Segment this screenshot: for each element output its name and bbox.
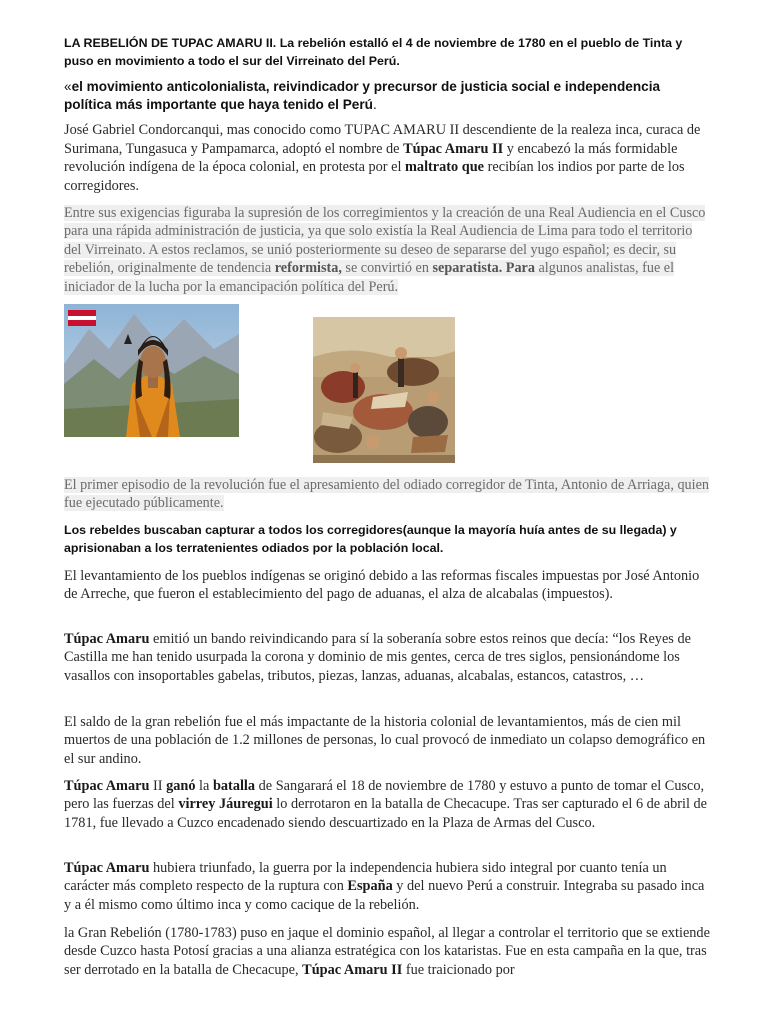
bold-run: reformista, bbox=[274, 260, 342, 277]
tupac-amaru-portrait-image bbox=[64, 304, 239, 437]
bold-run: España bbox=[347, 878, 393, 895]
paragraph-condorcanqui bbox=[64, 121, 710, 195]
text-run: El levantamiento de los pueblos indígenas se originó debido a las reformas fiscales impuestas por José Antonio de Arreche, que fueron el establecimiento del pago de aduanas, el alza de alcabalas (impuestos). bbox=[64, 568, 700, 603]
bold-run: Túpac Amaru II bbox=[302, 961, 403, 978]
heading-text: La rebelión estalló el 4 de noviembre de 1780 en el pueblo de Tinta y puso en movimiento a todo el sur del Virreinato del Perú. bbox=[64, 36, 683, 68]
paragraph-saldo bbox=[64, 713, 710, 768]
bold-run: Túpac Amaru bbox=[64, 860, 150, 876]
bold-run: maltrato que bbox=[405, 159, 485, 175]
text-run: fue traicionado por bbox=[402, 961, 515, 978]
paragraph-sangarara bbox=[64, 777, 710, 832]
bold-run: Túpac Amaru bbox=[64, 778, 150, 794]
bold-run: separatista. Para bbox=[432, 260, 535, 277]
text-run: José Gabriel Condorcanqui, mas conocido como TUPAC AMARU II descendiente de la realeza inca, curaca de Surimana, Tungasuca y Pampamarca, adoptó el nombre de bbox=[64, 122, 701, 157]
text-run: se convirtió en bbox=[341, 260, 433, 277]
text-run: El primer episodio de la revolución fue el apresamiento del odiado corregidor de Tinta, Antonio de Arriaga, quien fue ejecutado públicamente. bbox=[64, 477, 709, 512]
paragraph-bando bbox=[64, 630, 710, 685]
text-run: la bbox=[195, 778, 213, 794]
text-run: lo derrotaron en la batalla de Checacupe. Tras ser capturado el 6 de abril de 1781, fue llevado a Cuzco encadenado siendo descuartizado en la Plaza de Armas del Cusco. bbox=[64, 796, 707, 831]
quote-end: . bbox=[372, 97, 377, 112]
text-run: y encabezó la más formidable revolución indígena de la época colonial, en protesta por el bbox=[64, 140, 678, 175]
bold-run: Túpac Amaru II bbox=[403, 140, 504, 157]
paragraph-independencia bbox=[64, 859, 710, 914]
text-run: Entre sus exigencias figuraba la supresión de los corregimientos y la creación de una Real Audiencia en el Cusco para una rápida administración de justicia, ya que solo existía la Real Audiencia de Lima para todo el territorio del Virreinato. A estos reclamos, se unió posteriormente su deseo de separarse del yugo español; es decir, su rebelión, originalmente de tendencia bbox=[64, 205, 706, 277]
paragraph-exigencias bbox=[64, 204, 710, 296]
paragraph-gran-rebelion bbox=[64, 924, 710, 979]
bold-run: batalla bbox=[212, 778, 256, 794]
text-run: y del nuevo Perú a construir. Integraba su pasado inca y a él mismo como último inca y como cacique de la rebelión. bbox=[64, 878, 705, 913]
text-run: El saldo de la gran rebelión fue el más impactante de la historia colonial de levantamientos, más de cien mil muertos de una población de 1.2 millones de personas, lo cual provocó de inmediato un colapso demográfico en el sur andino. bbox=[64, 714, 706, 767]
bold-run: Túpac Amaru bbox=[64, 631, 150, 647]
text-run: algunos analistas, fue el iniciador de la lucha por la emancipación política del Perú. bbox=[64, 260, 675, 295]
heading-title: LA REBELIÓN DE TUPAC AMARU II. bbox=[64, 36, 277, 50]
quote-paragraph bbox=[64, 78, 710, 114]
rebellion-painting-image bbox=[313, 317, 455, 463]
paragraph-levantamiento bbox=[64, 567, 710, 604]
text-run: recibían los indios por parte de los corregidores. bbox=[64, 159, 685, 194]
text-run: emitió un bando reivindicando para sí la soberanía sobre estos reinos que decía: “los Reyes de Castilla me han tenido usurpada la corona y dominio de mis gentes, cerca de tres siglos, pensionándome los vasallos con insoportables gabelas, tributos, piezas, lanzas, aduanas, alcabalas, estancos, catastros, … bbox=[64, 631, 691, 684]
text-run: Los rebeldes buscaban capturar a todos los corregidores(aunque la mayoría huía antes de su llegada) y aprisionaban a los terratenientes odiados por la población local. bbox=[64, 523, 677, 555]
text-run: la Gran Rebelión (1780-1783) puso en jaque el dominio español, al llegar a controlar el territorio que se extiende desde Cuzco hasta Potosí gracias a una alianza estratégica con los kataristas. Fue en esta campaña en la que, tras ser derrotado en la batalla de Checacupe, bbox=[64, 925, 710, 978]
paragraph-rebeldes bbox=[64, 521, 710, 557]
text-run: de Sangarará el 18 de noviembre de 1780 y estuvo a punto de tomar el Cusco, pero las fuerzas del bbox=[64, 778, 705, 813]
quote-text: el movimiento anticolonialista, reivindicador y precursor de justicia social e independencia política más importante que haya tenido el Perú bbox=[64, 79, 661, 112]
text-run: hubiera triunfado, la guerra por la independencia hubiera sido integral por cuanto tenía un carácter más completo respecto de la ruptura con bbox=[64, 860, 667, 895]
bold-run: virrey Jáuregui bbox=[178, 796, 273, 813]
quote-mark: « bbox=[64, 79, 72, 94]
intro-heading bbox=[64, 34, 710, 70]
bold-run: ganó bbox=[166, 778, 196, 794]
paragraph-primer-episodio bbox=[64, 476, 710, 513]
text-run: II bbox=[149, 778, 167, 794]
